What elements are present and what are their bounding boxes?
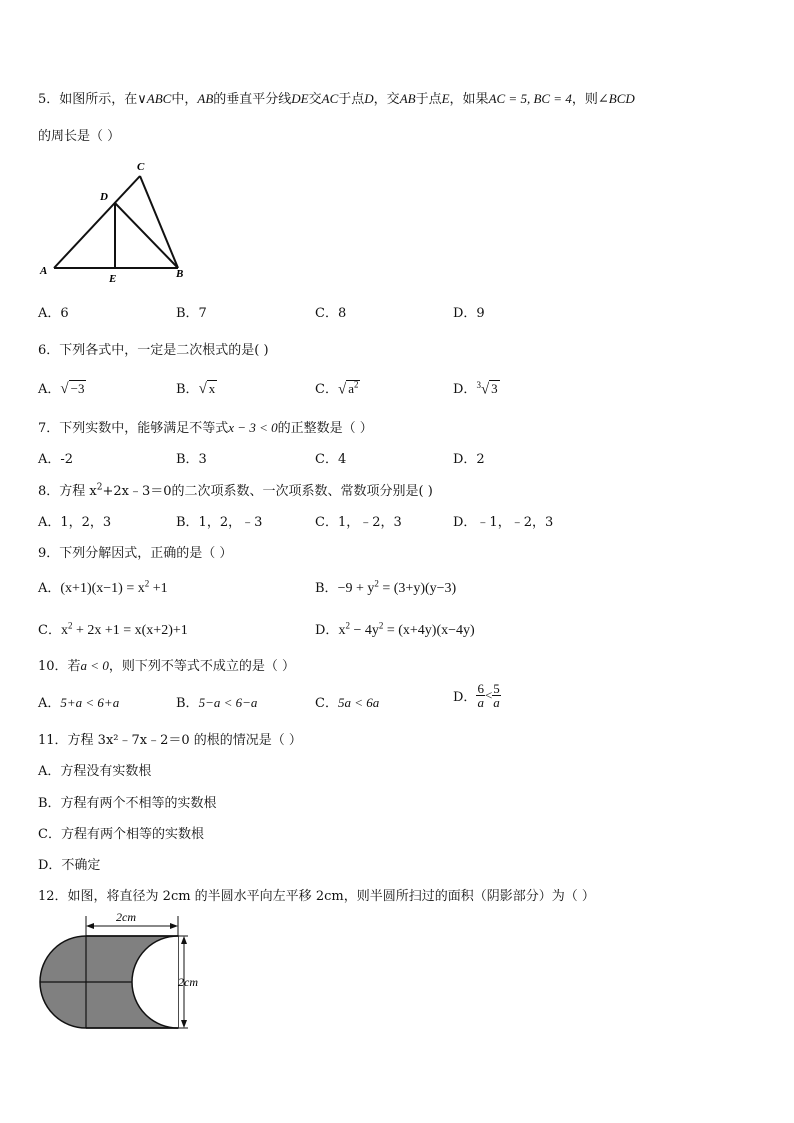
- q6-option-d[interactable]: D．$^3$√ 3: [453, 379, 498, 397]
- q8-option-d[interactable]: D．﹣1，﹣2，3: [453, 515, 554, 530]
- q9-option-c[interactable]: C．$x^2 + 2x +1 = x(x+2)+1$: [38, 620, 188, 638]
- q8-option-b[interactable]: B．1，2，﹣3: [176, 515, 263, 530]
- q10-stem: 10．若a < 0，则下列不等式不成立的是（ ）: [38, 658, 295, 674]
- label-b: B: [176, 268, 184, 280]
- label-a: A: [40, 265, 48, 277]
- q8-stem: 8．方程 $x^2+2x﹣3=0$的二次项系数、一次项系数、常数项分别是( ): [38, 482, 433, 499]
- q5-option-d[interactable]: D．9: [453, 306, 485, 321]
- q5-option-c[interactable]: C．8: [315, 306, 347, 321]
- segment-bd: [115, 203, 178, 268]
- q9-stem: 9．下列分解因式，正确的是（ ）: [38, 546, 233, 561]
- q7-option-d[interactable]: D．2: [453, 452, 485, 467]
- q12-stem: 12．如图，将直径为 2cm 的半圆水平向左平移 2cm，则半圆所扫过的面积（阴影部分）为（ ）: [38, 889, 595, 904]
- q6-option-b[interactable]: B．√ x: [176, 381, 216, 397]
- label-e: E: [109, 273, 117, 285]
- q11-option-a[interactable]: A．方程没有实数根: [38, 764, 152, 779]
- segment-ac: [54, 176, 140, 268]
- q11-stem: 11．方程 3x²﹣7x﹣2＝0 的根的情况是（ ）: [38, 733, 302, 748]
- q6-option-a[interactable]: A．√ −3: [38, 381, 85, 397]
- q9-option-b[interactable]: B．$-9 + y^2 = (3+y)(y-3)$: [315, 578, 457, 596]
- label-c: C: [137, 161, 145, 173]
- q7-option-c[interactable]: C．4: [315, 452, 347, 467]
- q6-stem: 6．下列各式中，一定是二次根式的是( ): [38, 343, 269, 358]
- q10-option-c[interactable]: C．5a < 6a: [315, 695, 380, 711]
- q5-stem: 5．如图所示，在∨ABC中，AB的垂直平分线DE交AC于点D，交AB于点E，如果AC = 5, BC = 4，则∠BCD: [38, 91, 635, 107]
- q12-semicircle-figure: [36, 906, 216, 1030]
- q7-option-a[interactable]: A．-2: [38, 452, 74, 467]
- q6-option-c[interactable]: C．√ $a^2$: [315, 379, 359, 397]
- q8-option-c[interactable]: C．1，﹣2，3: [315, 515, 402, 530]
- top-label: 2cm: [116, 910, 136, 924]
- q10-option-b[interactable]: B．5−a < 6−a: [176, 695, 258, 711]
- q7-option-b[interactable]: B．3: [176, 452, 207, 467]
- q7-stem: 7．下列实数中，能够满足不等式x − 3 < 0的正整数是（ ）: [38, 420, 373, 436]
- label-d: D: [100, 191, 108, 203]
- q11-option-d[interactable]: D．不确定: [38, 858, 101, 873]
- q10-option-d[interactable]: D． $\frac{6}{a}$ < $\frac{5}{a}$: [453, 681, 500, 710]
- q5-stem-line2: 的周长是（ ）: [38, 129, 121, 144]
- side-label: 2cm: [178, 975, 198, 989]
- q5-triangle-figure: [34, 158, 204, 286]
- q11-option-c[interactable]: C．方程有两个相等的实数根: [38, 827, 204, 842]
- q8-option-a[interactable]: A．1，2，3: [38, 515, 112, 530]
- segment-bc: [140, 176, 178, 268]
- q9-option-a[interactable]: A．$(x+1)(x-1) = x^2 +1$: [38, 578, 168, 596]
- q9-option-d[interactable]: D．$x^2 - 4y^2 = (x+4y)(x-4y)$: [315, 620, 475, 638]
- q11-option-b[interactable]: B．方程有两个不相等的实数根: [38, 796, 217, 811]
- q5-option-a[interactable]: A．6: [38, 306, 69, 321]
- q5-option-b[interactable]: B．7: [176, 306, 207, 321]
- q10-option-a[interactable]: A．5+a < 6+a: [38, 695, 120, 711]
